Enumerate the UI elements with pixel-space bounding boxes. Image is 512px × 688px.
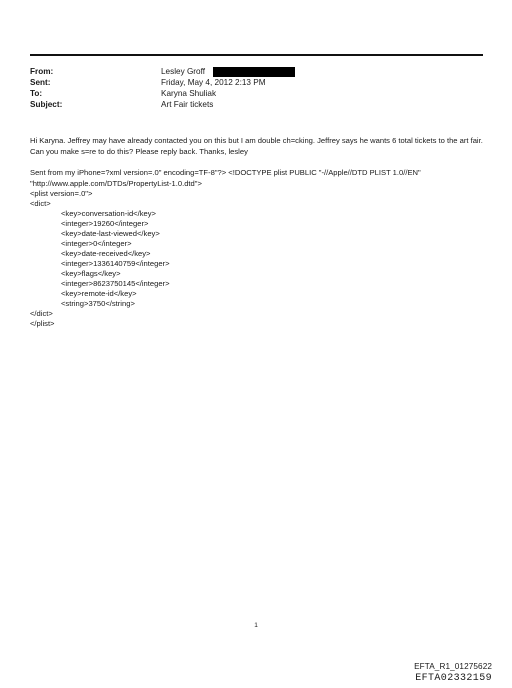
bates-stamp-secondary: EFTA02332159 <box>415 673 492 684</box>
to-row <box>30 88 483 99</box>
subject-value: Art Fair tickets <box>161 100 214 109</box>
dict-close: </dict> <box>30 309 53 318</box>
dict-line: <integer>0</integer> <box>61 239 132 248</box>
subject-row <box>30 99 483 110</box>
from-row <box>30 66 483 77</box>
subject-label: Subject: <box>30 100 63 109</box>
bates-stamp-primary: EFTA_R1_01275622 <box>414 662 492 671</box>
plist-open: <plist version=.0"> <box>30 189 93 198</box>
from-label: From: <box>30 67 54 76</box>
signature-line: Sent from my iPhone=?xml version=.0" encoding=TF-8"?> <!DOCTYPE plist PUBLIC "-//Apple//DTD PLIST 1.0//EN" "http://www.apple.com/DTDs/PropertyList-1.0.dtd"> <box>30 168 421 188</box>
dict-line: <key>flags</key> <box>61 269 121 278</box>
redaction-block <box>213 67 295 77</box>
to-value: Karyna Shuliak <box>161 89 217 98</box>
header-divider <box>30 54 483 56</box>
message-paragraph: Hi Karyna. Jeffrey may have already contacted you on this but I am double ch=cking. Jeffrey says he wants 6 total tickets to the art fair. Can you make s=re to do this? Please reply back. Thanks, lesley <box>30 136 485 156</box>
dict-line: <integer>8623750145</integer> <box>61 279 170 288</box>
sent-row <box>30 77 483 88</box>
dict-line: <key>conversation-id</key> <box>61 209 156 218</box>
from-value: Lesley Groff <box>161 67 205 76</box>
dict-line: <key>remote-id</key> <box>61 289 137 298</box>
from-value-wrap <box>161 66 295 77</box>
sent-label: Sent: <box>30 78 51 87</box>
sent-value: Friday, May 4, 2012 2:13 PM <box>161 78 266 87</box>
dict-line: <integer>1336140759</integer> <box>61 259 170 268</box>
page-number: 1 <box>254 622 258 629</box>
email-header <box>30 66 483 110</box>
dict-line: <integer>19260</integer> <box>61 219 149 228</box>
email-body <box>30 136 485 329</box>
dict-line: <key>date-last-viewed</key> <box>61 229 160 238</box>
dict-open: <dict> <box>30 199 51 208</box>
dict-line: <key>date-received</key> <box>61 249 151 258</box>
to-label: To: <box>30 89 43 98</box>
plist-close: </plist> <box>30 319 55 328</box>
dict-line: <string>3750</string> <box>61 299 135 308</box>
